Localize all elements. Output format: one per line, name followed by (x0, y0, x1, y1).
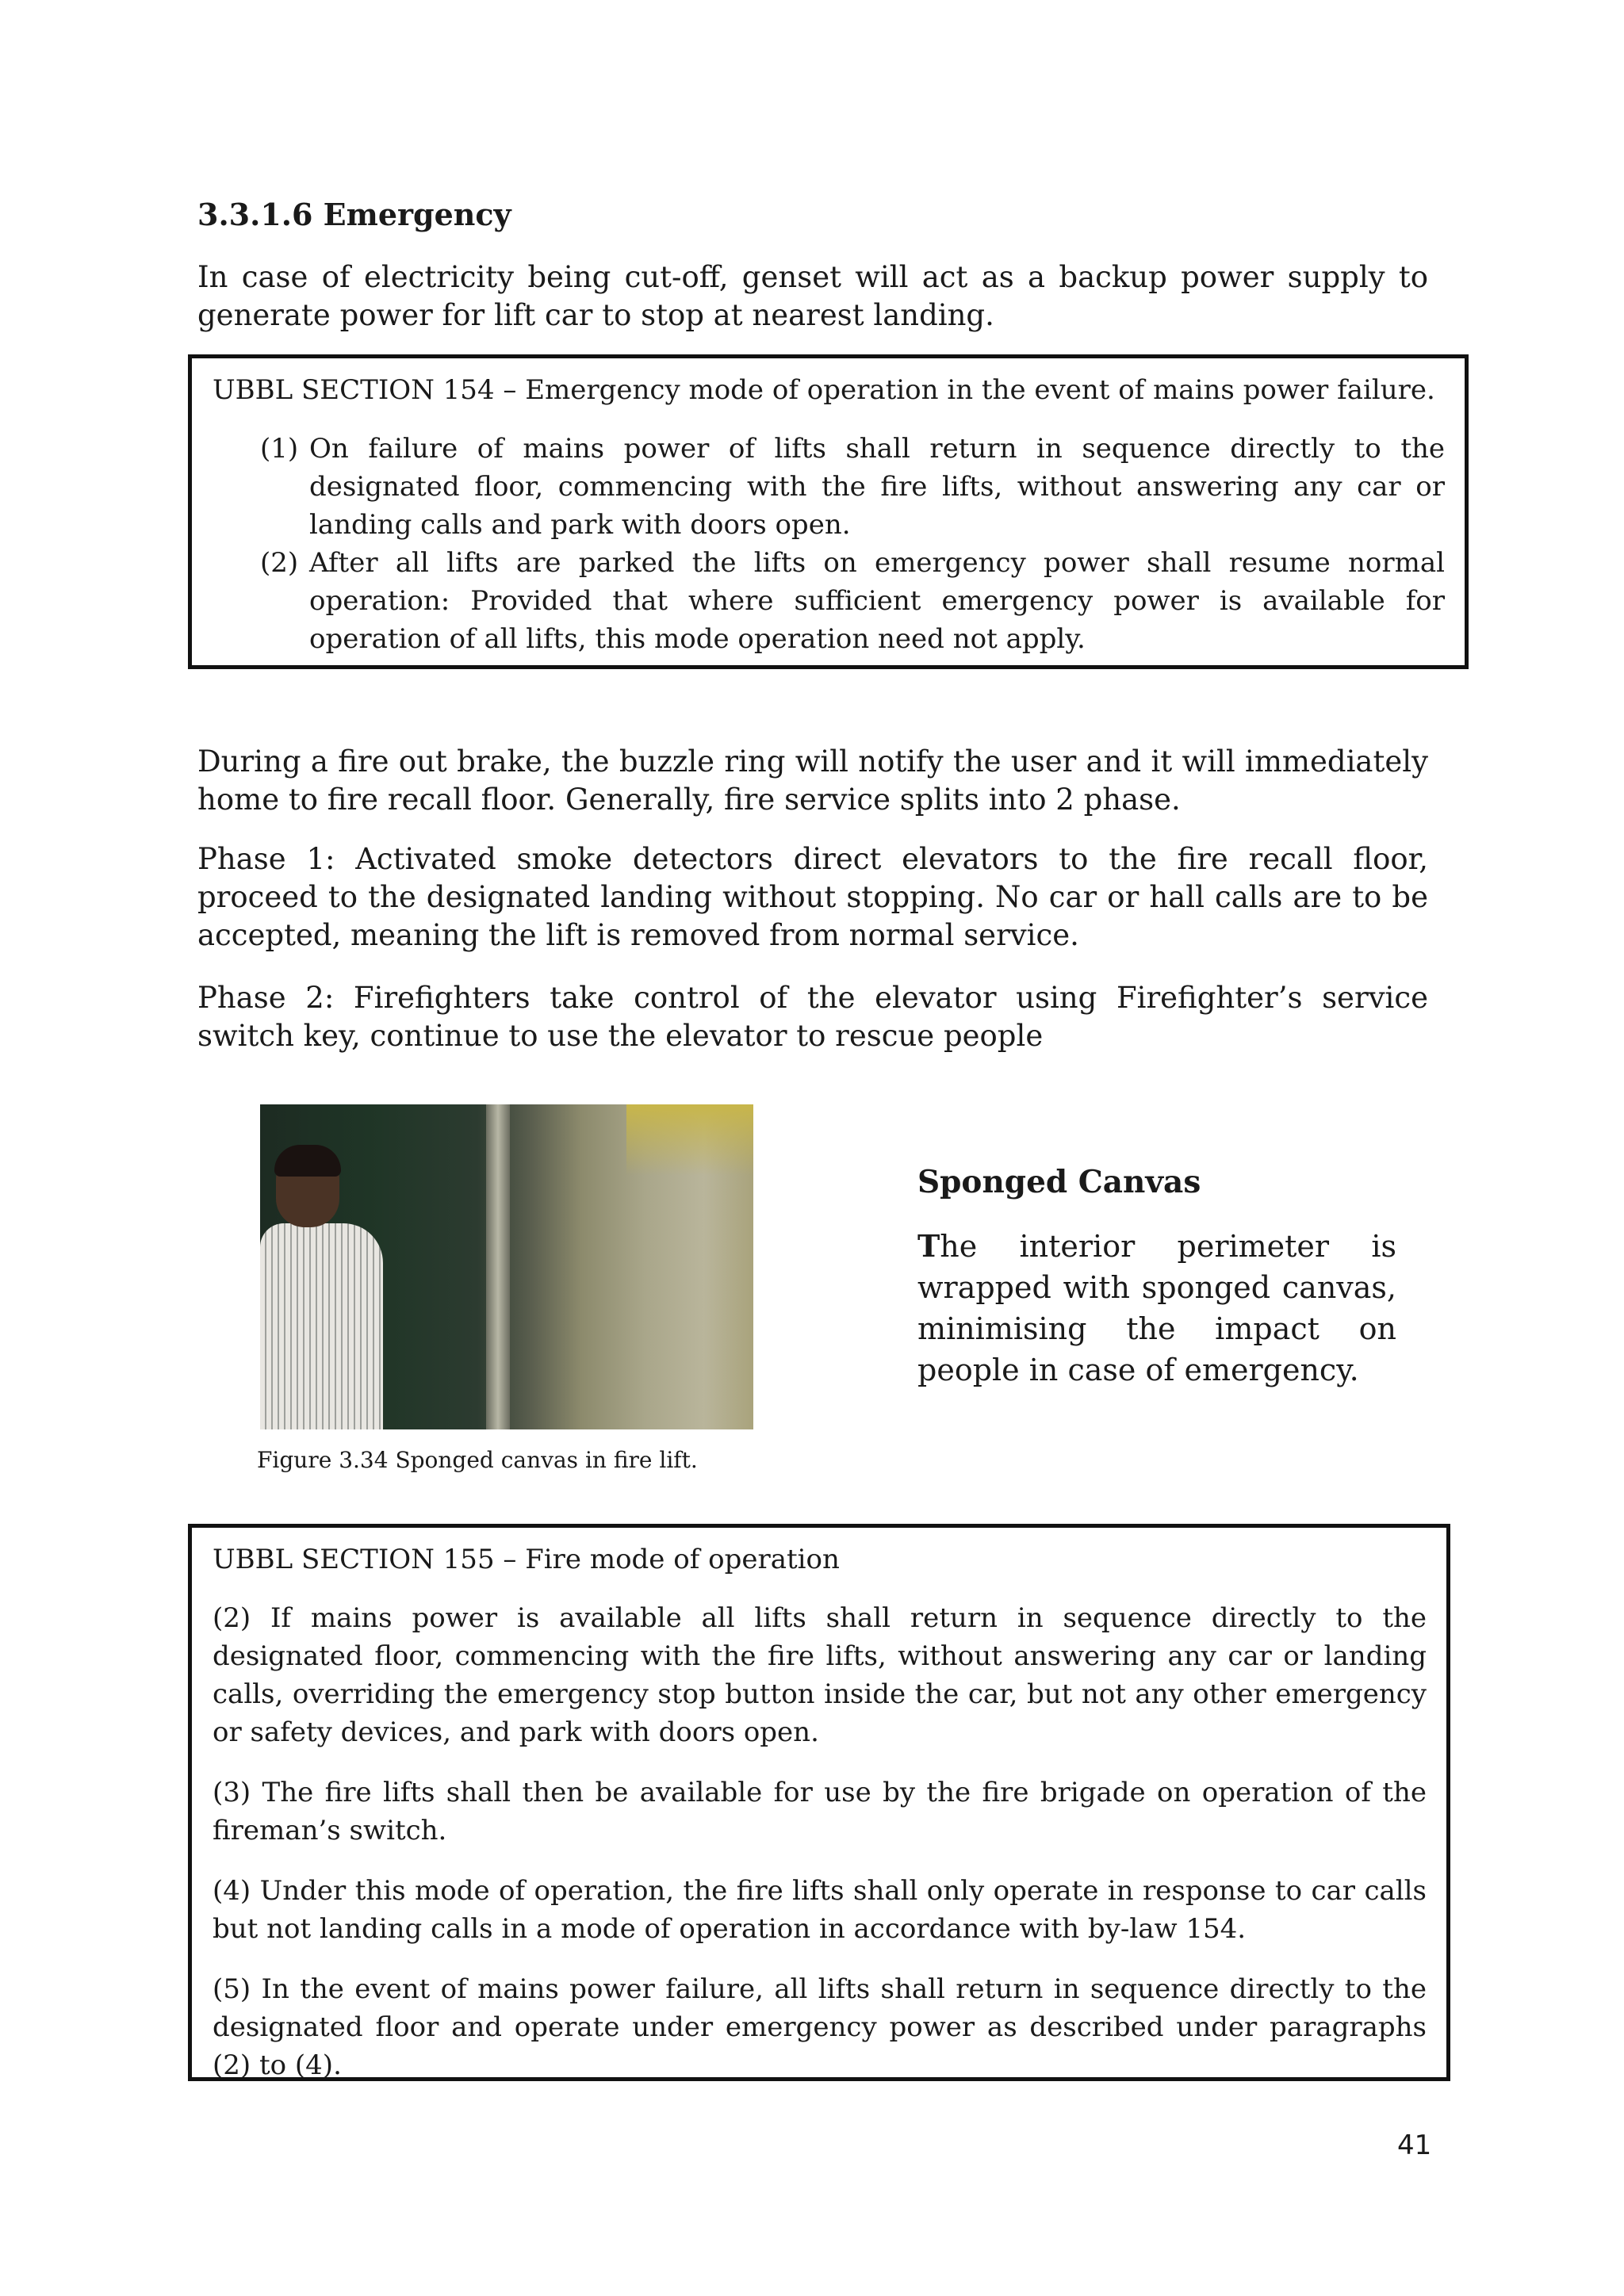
list-item (260, 544, 1445, 658)
fire-service-paragraph: During a fire out brake, the buzzle ring will notify the user and it will immediately home to fire recall floor. Generally, fire service splits into 2 phase. (197, 744, 1428, 817)
ubbl-155-para-4: (4) Under this mode of operation, the fire lifts shall only operate in response to car calls but not landing calls in a mode of operation in accordance with by-law 154. (213, 1875, 1427, 1945)
intro-paragraph: In case of electricity being cut-off, genset will act as a backup power supply to generate power for lift car to stop at nearest landing. (197, 260, 1428, 332)
fire-lift-photo (260, 1104, 753, 1429)
ubbl-155-para-3: (3) The fire lifts shall then be available for use by the fire brigade on operation of the fireman’s switch. (213, 1777, 1427, 1846)
person-figure (260, 1148, 383, 1429)
sidebar-text (917, 1226, 1396, 1391)
ubbl-155-box (188, 1524, 1450, 2081)
section-heading: 3.3.1.6 Emergency (197, 197, 511, 232)
phase-1-paragraph: Phase 1: Activated smoke detectors direct elevators to the fire recall floor, proceed to the designated landing without stopping. No car or hall calls are to be accepted, meaning the lift is removed from normal service. (197, 842, 1428, 952)
page-number: 41 (1397, 2130, 1432, 2161)
figure-caption: Figure 3.34 Sponged canvas in fire lift. (257, 1447, 698, 1473)
list-item (260, 430, 1445, 544)
list-item-number: (2) (260, 547, 299, 579)
phase-2-paragraph: Phase 2: Firefighters take control of the elevator using Firefighter’s service switch key, continue to use the elevator to rescue people (197, 981, 1428, 1053)
sidebar-title: Sponged Canvas (917, 1164, 1201, 1200)
list-item-text: After all lifts are parked the lifts on emergency power shall resume normal operation: Provided that where sufficient emergency power is available for operation of all lifts, this mode operation need not apply. (309, 547, 1445, 655)
list-item-text: On failure of mains power of lifts shall return in sequence directly to the designated floor, commencing with the fire lifts, without answering any car or landing calls and park with doors open. (309, 433, 1445, 541)
sidebar-lead-letter: T (917, 1228, 940, 1264)
list-item-number: (1) (260, 433, 299, 465)
ubbl-155-title: UBBL SECTION 155 – Fire mode of operation (213, 1544, 840, 1575)
ubbl-154-list (213, 430, 1445, 658)
ubbl-154-box (188, 354, 1469, 669)
ubbl-154-title: UBBL SECTION 154 – Emergency mode of operation in the event of mains power failure. (213, 374, 1435, 406)
ubbl-155-para-5: (5) In the event of mains power failure, all lifts shall return in sequence directly to the designated floor and operate under emergency power as described under paragraphs (2) to (4). (213, 1973, 1427, 2081)
sidebar-body: he interior perimeter is wrapped with sponged canvas, minimising the impact on people in case of emergency. (917, 1229, 1396, 1387)
ubbl-155-para-2: (2) If mains power is available all lifts shall return in sequence directly to the designated floor, commencing with the fire lifts, without answering any car or landing calls, overriding the emergency stop button inside the car, but not any other emergency or safety devices, and park with doors open. (213, 1602, 1427, 1748)
